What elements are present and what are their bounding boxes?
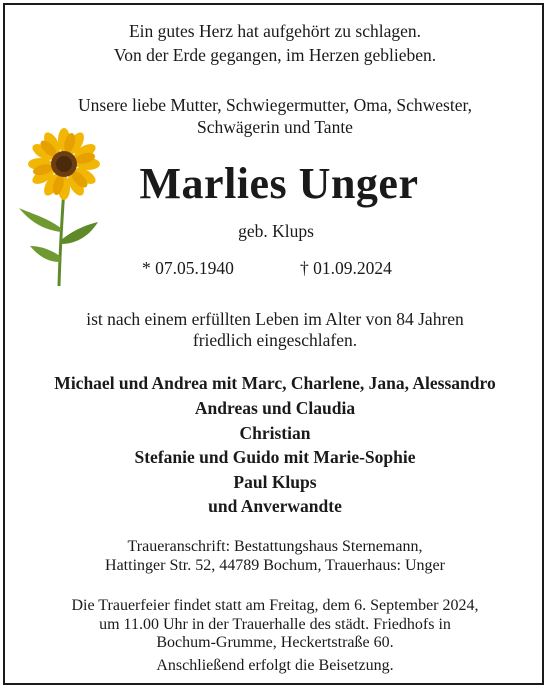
mourner-line: Andreas und Claudia xyxy=(194,398,356,418)
ceremony-line: Bochum-Grumme, Heckertstraße 60. xyxy=(156,634,394,651)
mourner-line: Michael und Andrea mit Marc, Charlene, Jana, Alessandro xyxy=(54,373,496,393)
relation-line: Schwägerin und Tante xyxy=(197,117,353,137)
relation-line: Unsere liebe Mutter, Schwiegermutter, Oma, Schwester, xyxy=(78,95,472,115)
ceremony-line: Die Trauerfeier findet statt am Freitag, dem 6. September 2024, xyxy=(71,597,479,614)
intro-line: Von der Erde gegangen, im Herzen geblieben. xyxy=(113,45,437,65)
intro-line: Ein gutes Herz hat aufgehört zu schlagen. xyxy=(128,21,422,41)
burial-line: Anschließend erfolgt die Beisetzung. xyxy=(156,657,394,674)
address-line: Traueranschrift: Bestattungshaus Sternemann, xyxy=(127,538,423,555)
maiden-name: geb. Klups xyxy=(238,221,314,241)
statement-line: ist nach einem erfüllten Leben im Alter von 84 Jahren xyxy=(86,309,464,329)
mourner-line: Paul Klups xyxy=(233,472,317,492)
deceased-name: Marlies Unger xyxy=(139,159,419,208)
ceremony-line: um 11.00 Uhr in der Trauerhalle des städt. Friedhofs in xyxy=(99,616,451,633)
statement-line: friedlich eingeschlafen. xyxy=(192,330,358,350)
birth-date: * 07.05.1940 xyxy=(142,258,234,278)
mourner-line: und Anverwandte xyxy=(208,496,342,516)
mourner-line: Christian xyxy=(239,423,311,443)
mourner-line: Stefanie und Guido mit Marie-Sophie xyxy=(134,447,416,467)
address-line: Hattinger Str. 52, 44789 Bochum, Trauerhaus: Unger xyxy=(105,557,445,574)
death-date: † 01.09.2024 xyxy=(300,258,392,278)
